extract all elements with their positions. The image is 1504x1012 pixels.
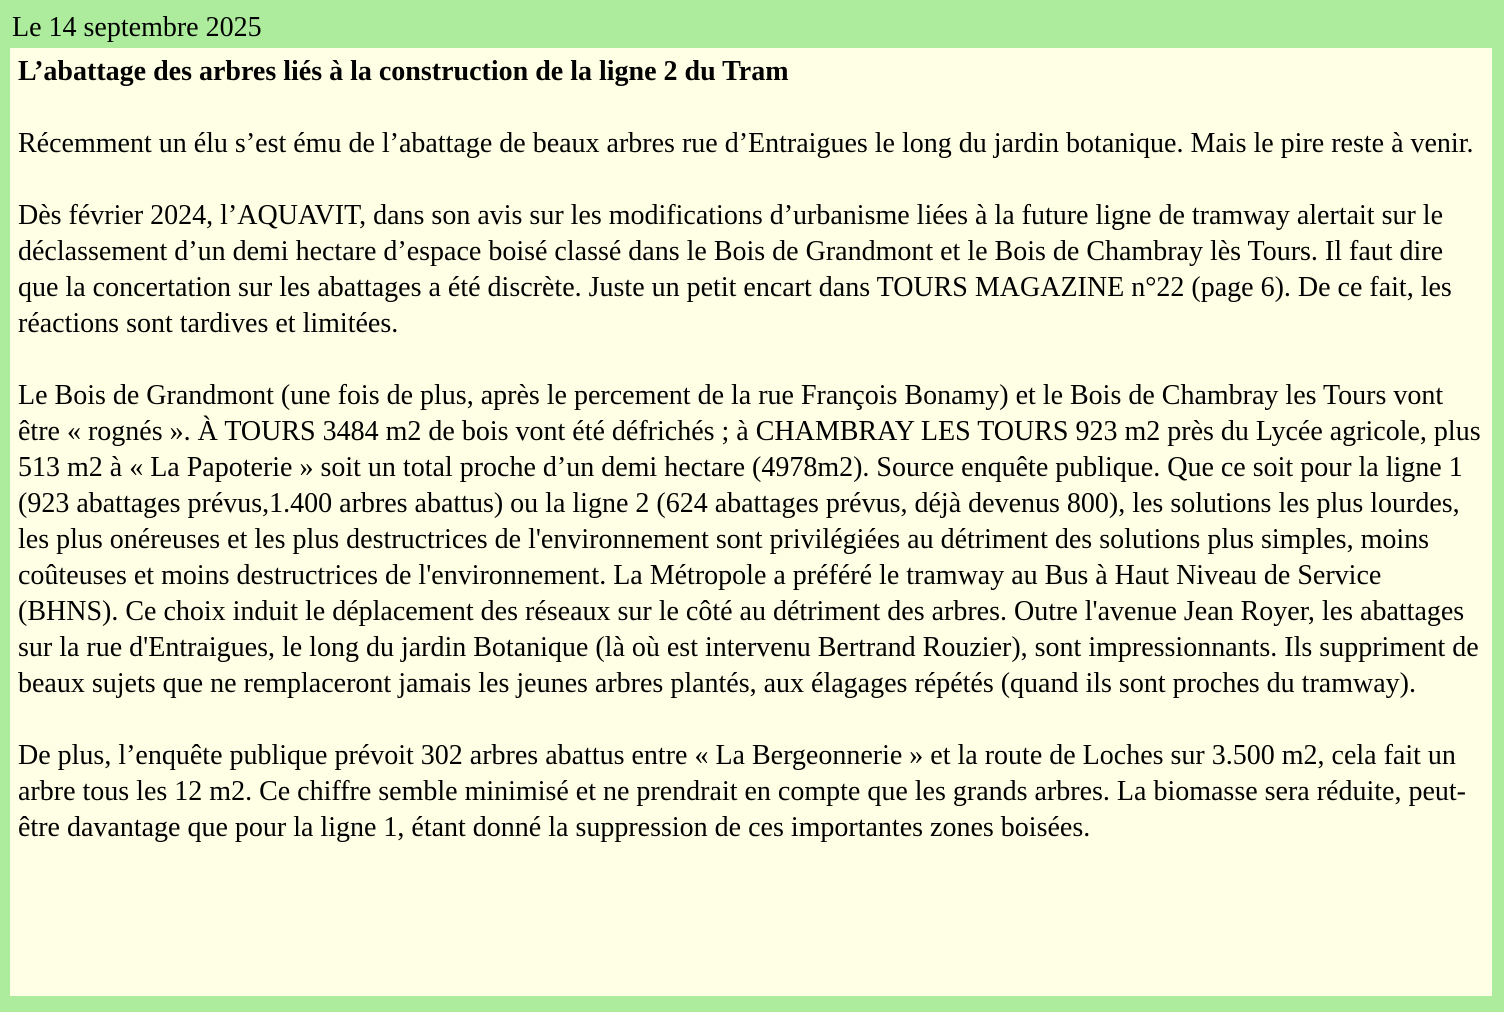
article-box [10,48,1492,996]
article-paragraph-4: De plus, l’enquête publique prévoit 302 arbres abattus entre « La Bergeonnerie » et la route de Loches sur 3.500 m2, cela fait un arbre tous les 12 m2. Ce chiffre semble minimisé et ne prendrait en compte que les grands arbres. La biomasse sera réduite, peut-être davantage que pour la ligne 1, étant donné la suppression de ces importantes zones boisées. [18,740,1467,843]
article-paragraph-1: Récemment un élu s’est ému de l’abattage de beaux arbres rue d’Entraigues le long du jardin botanique. Mais le pire reste à venir. [18,128,1474,159]
article-title: L’abattage des arbres liés à la construction de la ligne 2 du Tram [18,56,789,87]
article-paragraph-2: Dès février 2024, l’AQUAVIT, dans son avis sur les modifications d’urbanisme liées à la future ligne de tramway alertait sur le déclassement d’un demi hectare d’espace boisé classé dans le Bois de Grandmont et le Bois de Chambray lès Tours. Il faut dire que la concertation sur les abattages a été discrète. Juste un petit encart dans TOURS MAGAZINE n°22 (page 6). De ce fait, les réactions sont tardives et limitées. [18,200,1452,339]
article-date: Le 14 septembre 2025 [12,12,262,43]
article-paragraph-3: Le Bois de Grandmont (une fois de plus, après le percement de la rue François Bonamy) et le Bois de Chambray les Tours vont être « rognés ». À TOURS 3484 m2 de bois vont été défrichés ; à CHAMBRAY LES TOURS 923 m2 près du Lycée agricole, plus 513 m2 à « La Papoterie » soit un total proche d’un demi hectare (4978m2). Source enquête publique. Que ce soit pour la ligne 1 (923 abattages prévus,1.400 arbres abattus) ou la ligne 2 (624 abattages prévus, déjà devenus 800), les solutions les plus lourdes, les plus onéreuses et les plus destructrices de l'environnement sont privilégiées au détriment des solutions plus simples, moins coûteuses et moins destructrices de l'environnement. La Métropole a préféré le tramway au Bus à Haut Niveau de Service (BHNS). Ce choix induit le déplacement des réseaux sur le côté au détriment des arbres. Outre l'avenue Jean Royer, les abattages sur la rue d'Entraigues, le long du jardin Botanique (là où est intervenu Bertrand Rouzier), sont impressionnants. Ils suppriment de beaux sujets que ne remplaceront jamais les jeunes arbres plantés, aux élagages répétés (quand ils sont proches du tramway). [18,380,1481,699]
